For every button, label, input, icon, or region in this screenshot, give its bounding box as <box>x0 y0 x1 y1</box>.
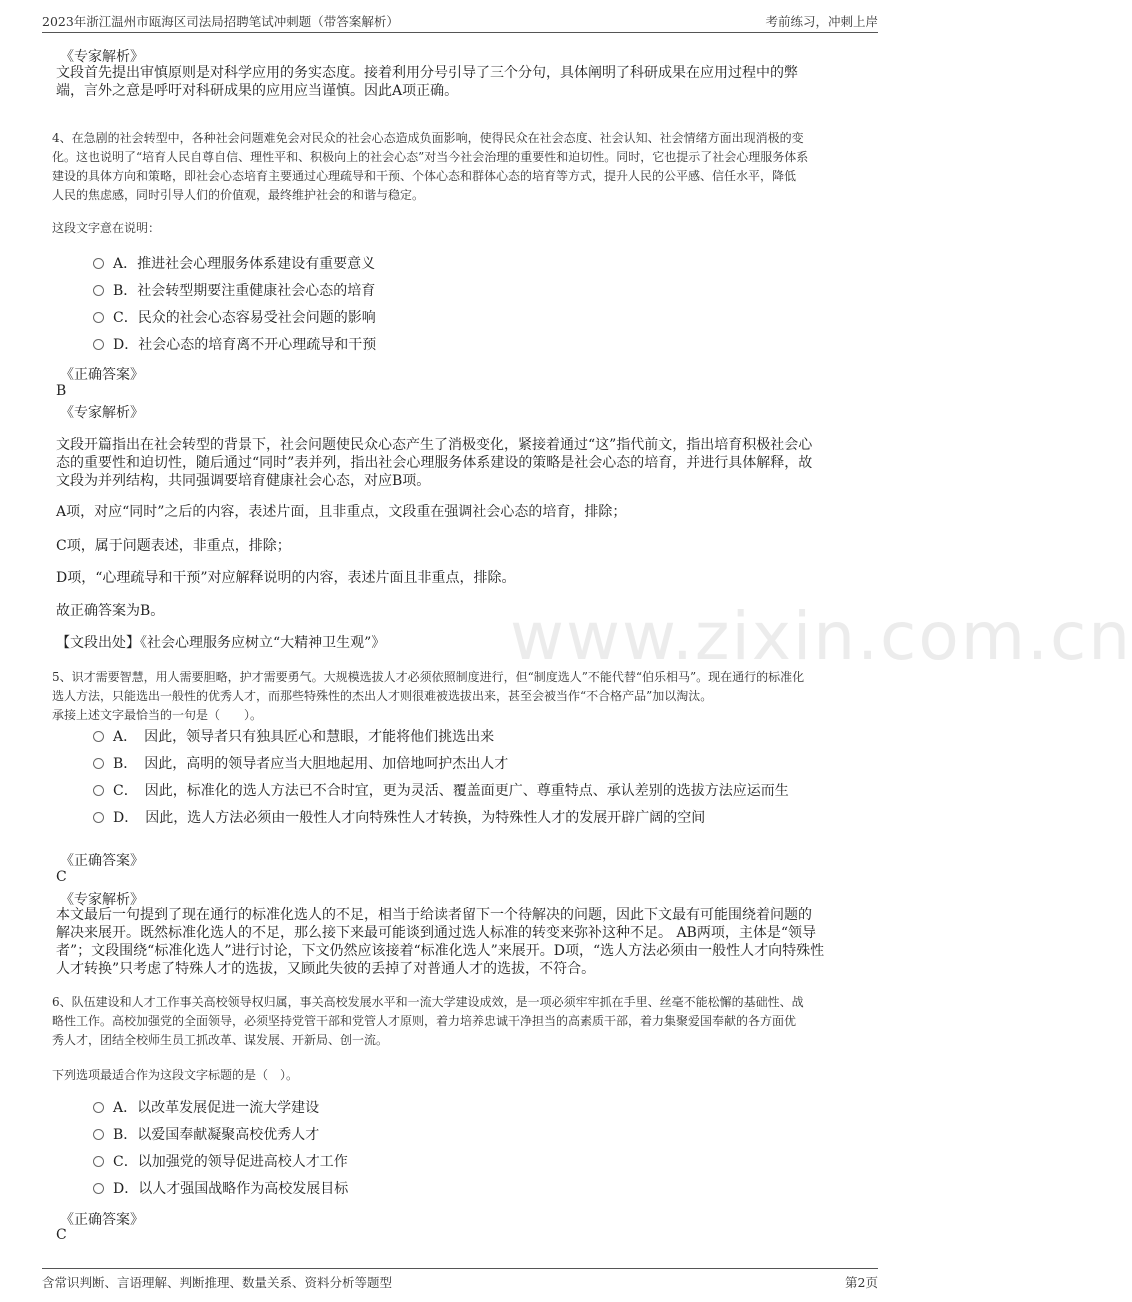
option-label: D．社会心态的培育离不开心理疏导和干预 <box>113 337 377 353</box>
radio-icon[interactable] <box>93 1129 104 1140</box>
header-slogan: 考前练习，冲刺上岸 <box>765 14 878 29</box>
q5-stem-line: 5、识才需要智慧，用人需要胆略，护才需要勇气。大规模选拔人才必须依照制度进行，但“制度选人”不能代替“伯乐相马”。现在通行的标准化 <box>52 670 805 684</box>
q6-stem-line: 略性工作。高校加强党的全面领导，必须坚持党管干部和党管人才原则，着力培养忠诚干净担当的高素质干部，着力集聚爱国奉献的各方面优 <box>52 1014 797 1028</box>
q6-stem-line: 秀人才，团结全校师生员工抓改革、谋发展、开新局、创一流。 <box>52 1033 389 1047</box>
radio-icon[interactable] <box>93 1102 104 1113</box>
radio-icon[interactable] <box>93 1156 104 1167</box>
q4-option-c[interactable] <box>93 308 376 328</box>
q6-option-d[interactable] <box>93 1179 348 1199</box>
option-label: A． 因此，领导者只有独具匠心和慧眼，才能将他们挑选出来 <box>113 729 495 745</box>
radio-icon[interactable] <box>93 731 104 742</box>
q5-answer: C <box>56 869 67 885</box>
option-label: D．以人才强国战略作为高校发展目标 <box>113 1181 349 1197</box>
q6-stem <box>52 993 804 1050</box>
q5-expert-label: 《专家解析》 <box>60 892 144 908</box>
radio-icon[interactable] <box>93 285 104 296</box>
q3-analysis-line: 文段首先提出审慎原则是对科学应用的务实态度。接着利用分号引导了三个分句，具体阐明了科研成果在应用过程中的弊 <box>56 65 798 81</box>
q3-analysis <box>56 64 798 100</box>
option-label: D． 因此，选人方法必须由一般性人才向特殊性人才转换，为特殊性人才的发展开辟广阔的空间 <box>113 810 706 826</box>
watermark: www.zixin.com.cn <box>510 598 1132 675</box>
q4-analysis-c: C项，属于问题表述，非重点，排除； <box>56 538 291 554</box>
q4-analysis-d: D项，“心理疏导和干预”对应解释说明的内容，表述片面且非重点，排除。 <box>56 570 516 586</box>
q4-answer-label: 《正确答案》 <box>60 367 144 383</box>
radio-icon[interactable] <box>93 339 104 350</box>
q6-question: 下列选项最适合作为这段文字标题的是（ ）。 <box>52 1068 299 1082</box>
q4-option-a[interactable] <box>93 254 375 274</box>
q5-option-a[interactable] <box>93 727 494 747</box>
q4-stem-line: 4、在急剧的社会转型中，各种社会问题难免会对民众的社会心态造成负面影响，使得民众在社会态度、社会认知、社会情绪方面出现消极的变 <box>52 131 804 145</box>
q3-expert-label: 《专家解析》 <box>60 49 144 65</box>
radio-icon[interactable] <box>93 785 104 796</box>
q4-analysis-a: A项，对应“同时”之后的内容，表述片面，且非重点，文段重在强调社会心态的培育，排除； <box>56 504 627 520</box>
page-number: 第2页 <box>845 1275 878 1290</box>
q6-stem-line: 6、队伍建设和人才工作事关高校领导权归属，事关高校发展水平和一流大学建设成效，是一项必须牢牢抓在手里、丝毫不能松懈的基础性、战 <box>52 995 804 1009</box>
q5-stem-line: 选人方法，只能选出一般性的优秀人才，而那些特殊性的杰出人才则很难被选拔出来，甚至会被当作“不合格产品”加以淘汰。 <box>52 689 713 703</box>
q4-analysis <box>56 436 812 490</box>
q5-option-c[interactable] <box>93 781 789 801</box>
q4-stem-line: 建设的具体方向和策略，即社会心态培育主要通过心理疏导和干预、个体心态和群体心态的培育等方式，提升人民的公平感、信任水平，降低 <box>52 169 797 183</box>
option-label: C． 因此，标准化的选人方法已不合时宜，更为灵活、覆盖面更广、尊重特点、承认差别的选拔方法应运而生 <box>113 783 789 799</box>
option-label: C．以加强党的领导促进高校人才工作 <box>113 1154 348 1170</box>
q4-question: 这段文字意在说明： <box>52 221 161 235</box>
option-label: B． 因此，高明的领导者应当大胆地起用、加倍地呵护杰出人才 <box>113 756 509 772</box>
q4-stem-line: 人民的焦虑感，同时引导人们的价值观，最终维护社会的和谐与稳定。 <box>52 188 425 202</box>
document-title: 2023年浙江温州市瓯海区司法局招聘笔试冲刺题（带答案解析） <box>42 14 399 29</box>
q5-analysis-line: 者”；文段围绕“标准化选人”进行讨论，下文仍然应该接着“标准化选人”来展开。D项，“选人方法必须由一般性人才向特殊性 <box>56 943 825 959</box>
q6-answer: C <box>56 1227 67 1243</box>
option-label: B．以爱国奉献凝聚高校优秀人才 <box>113 1127 320 1143</box>
option-label: B．社会转型期要注重健康社会心态的培育 <box>113 283 376 299</box>
q4-source: 【文段出处】《社会心理服务应树立“大精神卫生观”》 <box>56 635 386 651</box>
q6-option-b[interactable] <box>93 1125 319 1145</box>
q4-analysis-line: 态的重要性和迫切性，随后通过“同时”表并列，指出社会心理服务体系建设的策略是社会心态的培育，并进行具体解释，故 <box>56 455 813 471</box>
q5-analysis-line: 解决来展开。既然标准化选人的不足，那么接下来最可能谈到通过选人标准的转变来弥补这种不足。 AB两项，主体是“领导 <box>56 925 817 941</box>
q4-conclusion: 故正确答案为B。 <box>56 603 165 619</box>
q4-stem <box>52 129 808 205</box>
q4-answer: B <box>56 383 67 399</box>
q5-stem <box>52 668 804 725</box>
q4-stem-line: 化。这也说明了“培育人民自尊自信、理性平和、积极向上的社会心态”对当今社会治理的重要性和迫切性。同时，它也提示了社会心理服务体系 <box>52 150 809 164</box>
radio-icon[interactable] <box>93 758 104 769</box>
footer-categories: 含常识判断、言语理解、判断推理、数量关系、资料分析等题型 <box>42 1275 393 1290</box>
option-label: A．推进社会心理服务体系建设有重要意义 <box>113 256 376 272</box>
option-label: A．以改革发展促进一流大学建设 <box>113 1100 320 1116</box>
q4-analysis-line: 文段为并列结构，共同强调要培育健康社会心态，对应B项。 <box>56 473 431 489</box>
radio-icon[interactable] <box>93 312 104 323</box>
q5-stem-line: 承接上述文字最恰当的一句是（ ）。 <box>52 708 263 722</box>
q4-expert-label: 《专家解析》 <box>60 405 144 421</box>
q5-analysis <box>56 906 824 978</box>
q4-option-b[interactable] <box>93 281 375 301</box>
q5-option-d[interactable] <box>93 808 705 828</box>
q4-analysis-line: 文段开篇指出在社会转型的背景下，社会问题使民众心态产生了消极变化，紧接着通过“这”指代前文，指出培育积极社会心 <box>56 437 813 453</box>
q4-option-d[interactable] <box>93 335 376 355</box>
q5-option-b[interactable] <box>93 754 508 774</box>
radio-icon[interactable] <box>93 1183 104 1194</box>
q5-answer-label: 《正确答案》 <box>60 853 144 869</box>
radio-icon[interactable] <box>93 812 104 823</box>
page-header <box>42 10 878 33</box>
q6-answer-label: 《正确答案》 <box>60 1212 144 1228</box>
page-footer <box>42 1268 878 1293</box>
radio-icon[interactable] <box>93 258 104 269</box>
q6-option-a[interactable] <box>93 1098 319 1118</box>
q5-analysis-line: 本文最后一句提到了现在通行的标准化选人的不足，相当于给读者留下一个待解决的问题，因此下文最有可能围绕着问题的 <box>56 907 812 923</box>
q5-analysis-line: 人才转换”只考虑了特殊人才的选拔，又顾此失彼的丢掉了对普通人才的选拔，不符合。 <box>56 961 596 977</box>
q6-option-c[interactable] <box>93 1152 348 1172</box>
q3-analysis-line: 端，言外之意是呼吁对科研成果的应用应当谨慎。因此A项正确。 <box>56 83 459 99</box>
option-label: C．民众的社会心态容易受社会问题的影响 <box>113 310 376 326</box>
